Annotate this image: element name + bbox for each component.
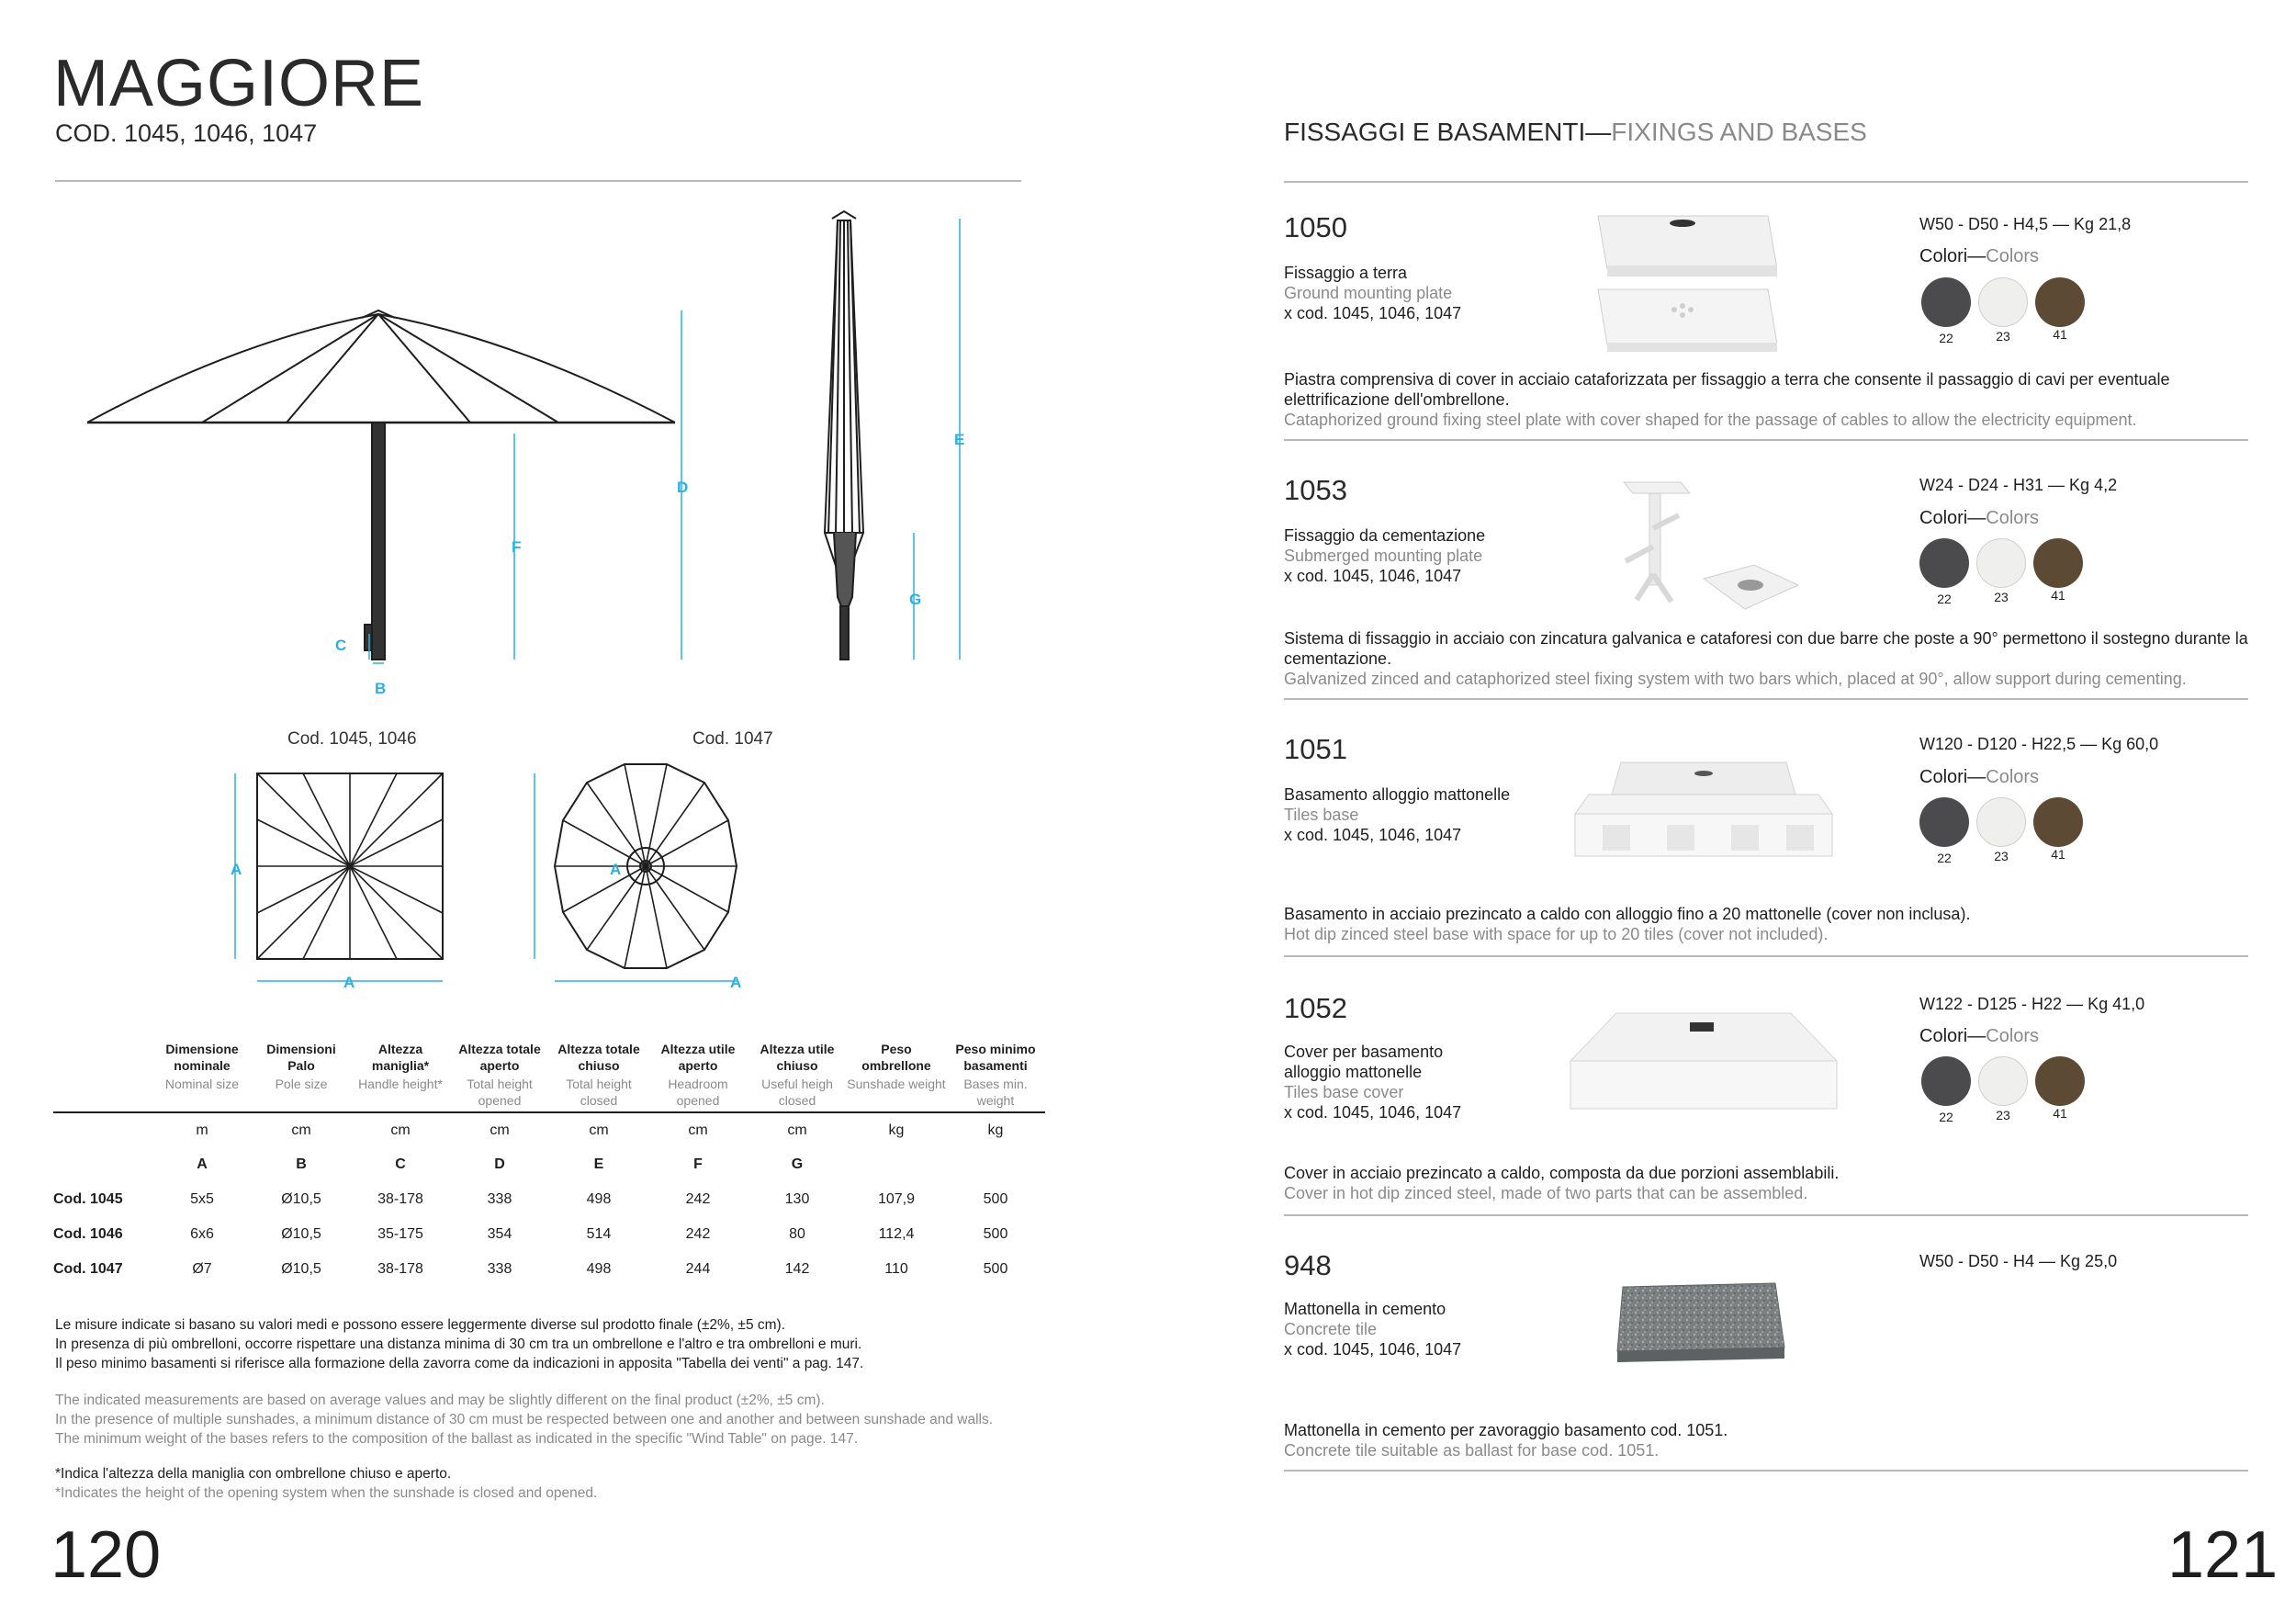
- dimension-label-a: A: [730, 974, 742, 991]
- color-swatch-22[interactable]: [1921, 1056, 1971, 1106]
- swatch-number: 41: [2053, 1106, 2067, 1121]
- product-image-tiles-base-cover: [1561, 1006, 1846, 1116]
- umbrella-side-drawings: [55, 202, 1029, 716]
- swatch-number: 22: [1937, 851, 1952, 865]
- product-image-ground-plate: [1593, 197, 1777, 372]
- dimension-label-g: G: [909, 591, 922, 608]
- column-header: Dimensioni Palo Pole size: [266, 1042, 336, 1091]
- color-swatch-41[interactable]: [2033, 538, 2083, 588]
- color-swatch-41[interactable]: [2035, 1056, 2085, 1106]
- product-description: Piastra comprensiva di cover in acciaio cataforizzata per fissaggio a terra che consente il passaggio di cavi per eventuale elettrificazione dell'ombrellone. Cataphorized ground fixing steel plate with cover shaped for the passage of cables to allow the electricity equipment.: [1284, 370, 2170, 429]
- color-swatch-23[interactable]: [1976, 797, 2026, 847]
- swatch-number: 41: [2051, 588, 2065, 603]
- column-header: Dimensione nominale Nominal size: [164, 1042, 240, 1091]
- section-divider: [1284, 181, 2248, 183]
- dimension-label-a: A: [231, 861, 242, 878]
- page-number-left: 120: [51, 1518, 162, 1592]
- page-title: MAGGIORE: [53, 47, 425, 120]
- dimension-label-e: E: [954, 431, 965, 448]
- swatch-number: 22: [1939, 1110, 1953, 1124]
- product-description: Cover in acciaio prezincato a caldo, composta da due porzioni assemblabili. Cover in hot dip zinced steel, made of two parts that can be assembled.: [1284, 1164, 1840, 1202]
- swatch-number: 23: [1994, 849, 2009, 863]
- swatch-number: 22: [1937, 592, 1952, 606]
- color-swatch-22[interactable]: [1921, 277, 1971, 327]
- product-description: Mattonella in cemento per zavoraggio basamento cod. 1051. Concrete tile suitable as ballast for base cod. 1051.: [1284, 1421, 1728, 1460]
- swatch-number: 23: [1996, 329, 2010, 344]
- product-code: 1051: [1284, 733, 1347, 765]
- column-header: Altezza utile aperto Headroom opened: [660, 1042, 736, 1108]
- dimension-label-b: B: [375, 680, 387, 697]
- product-code: 1050: [1284, 211, 1347, 243]
- product-image-submerged-plate: [1616, 473, 1800, 620]
- column-header: Altezza utile chiuso Useful heigh closed: [760, 1042, 835, 1108]
- dimension-label-d: D: [677, 479, 689, 496]
- color-swatch-23[interactable]: [1978, 277, 2028, 327]
- product-code: 948: [1284, 1249, 1332, 1281]
- dimension-label-f: F: [512, 538, 522, 556]
- table-row: Cod. 1045 5x5 Ø10,5 38-178 338 498 242 130 107,9 500: [53, 1191, 1008, 1207]
- colors-label: Colori—Colors: [1919, 1026, 2040, 1046]
- column-header: Peso minimo basamenti Bases min. weight: [955, 1042, 1036, 1108]
- column-header: Altezza maniglia* Handle height*: [358, 1042, 443, 1091]
- footnote: *Indica l'altezza della maniglia con ombrellone chiuso e aperto. *Indicates the height of the opening system when the sunshade is closed and opened.: [55, 1466, 598, 1501]
- caption-round: Cod. 1047: [692, 729, 773, 749]
- dimension-label-a: A: [610, 861, 622, 878]
- product-description: Basamento in acciaio prezincato a caldo con alloggio fino a 20 mattonelle (cover non inclusa). Hot dip zinced steel base with space for up to 20 tiles (cover not included).: [1284, 905, 1971, 943]
- section-title: FISSAGGI E BASAMENTI—FIXINGS AND BASES: [1284, 118, 1867, 146]
- notes-english: The indicated measurements are based on average values and may be slightly different on the final product (±2%, ±5 cm). In the presence of multiple sunshades, a minimum distance of 30 cm must be respected between one and another and between sunshade and walls. The minimum weight of the bases refers to the composition of the ballast as indicated in the specific "Wind Table" on page. 147.: [55, 1393, 994, 1447]
- column-header: Altezza totale aperto Total height opened: [458, 1042, 541, 1108]
- color-swatch-23[interactable]: [1976, 538, 2026, 588]
- specifications-table: [53, 1041, 1045, 1287]
- swatch-number: 41: [2053, 327, 2067, 342]
- product-codes: COD. 1045, 1046, 1047: [55, 119, 318, 147]
- table-row: Cod. 1046 6x6 Ø10,5 35-175 354 514 242 80 112,4 500: [53, 1226, 1008, 1242]
- product-name: Cover per basamento alloggio mattonelle Tiles base cover x cod. 1045, 1046, 1047: [1284, 1043, 1462, 1122]
- colors-label: Colori—Colors: [1919, 508, 2040, 528]
- table-header-row: [53, 1041, 1045, 1112]
- product-dimensions: W120 - D120 - H22,5 — Kg 60,0: [1919, 735, 2159, 753]
- product-divider: [1284, 955, 2248, 957]
- product-image-concrete-tile: [1612, 1281, 1795, 1364]
- swatch-number: 41: [2051, 847, 2065, 862]
- product-dimensions: W50 - D50 - H4 — Kg 25,0: [1919, 1252, 2118, 1270]
- product-name: Fissaggio a terra Ground mounting plate x cod. 1045, 1046, 1047: [1284, 264, 1462, 322]
- table-row: Cod. 1047 Ø7 Ø10,5 38-178 338 498 244 142 110 500: [53, 1261, 1008, 1277]
- colors-label: Colori—Colors: [1919, 767, 2040, 787]
- color-swatch-41[interactable]: [2035, 277, 2085, 327]
- product-divider: [1284, 698, 2248, 700]
- product-description: Sistema di fissaggio in acciaio con zincatura galvanica e cataforesi con due barre che poste a 90° permettono il sostegno durante la cementazione. Galvanized zinced and cataphorized steel fixing system with two bars which, placed at 90°, allow support during cementing.: [1284, 629, 2248, 688]
- column-header: Altezza totale chiuso Total height closed: [557, 1042, 640, 1108]
- dimension-label-c: C: [335, 637, 347, 654]
- swatch-number: 23: [1994, 590, 2009, 604]
- product-name: Basamento alloggio mattonelle Tiles base x cod. 1045, 1046, 1047: [1284, 785, 1511, 844]
- product-divider: [1284, 1214, 2248, 1216]
- product-name: Fissaggio da cementazione Submerged mounting plate x cod. 1045, 1046, 1047: [1284, 526, 1486, 585]
- product-image-tiles-base: [1566, 753, 1841, 863]
- product-code: 1053: [1284, 474, 1347, 506]
- color-swatch-23[interactable]: [1978, 1056, 2028, 1106]
- notes-italian: Le misure indicate si basano su valori medi e possono essere leggermente diverse sul prodotto finale (±2%, ±5 cm). In presenza di più ombrelloni, occorre rispettare una distanza minima di 30 cm tra un ombrellone e l'altro e tra ombrelloni e muri. Il peso minimo basamenti si riferisce alla formazione della zavorra come da indicazioni in apposita "Tabella dei venti" a pag. 147.: [55, 1317, 864, 1371]
- product-dimensions: W122 - D125 - H22 — Kg 41,0: [1919, 995, 2145, 1013]
- product-name: Mattonella in cemento Concrete tile x cod. 1045, 1046, 1047: [1284, 1300, 1462, 1359]
- column-header: Peso ombrellone Sunshade weight: [847, 1042, 946, 1091]
- plan-view-drawings: [220, 762, 863, 992]
- page-number-right: 121: [2167, 1518, 2279, 1592]
- colors-label: Colori—Colors: [1919, 246, 2040, 266]
- dimension-label-a: A: [343, 974, 355, 991]
- product-code: 1052: [1284, 992, 1347, 1024]
- product-divider: [1284, 1470, 2248, 1472]
- color-swatch-22[interactable]: [1919, 797, 1969, 847]
- open-canopy-outline: [87, 314, 675, 423]
- swatch-number: 22: [1939, 331, 1953, 345]
- swatch-number: 23: [1996, 1108, 2010, 1122]
- color-swatch-41[interactable]: [2033, 797, 2083, 847]
- product-dimensions: W50 - D50 - H4,5 — Kg 21,8: [1919, 215, 2132, 233]
- caption-square: Cod. 1045, 1046: [287, 729, 417, 749]
- open-pole: [372, 423, 385, 660]
- letters-row: A B C D E F G: [197, 1156, 804, 1172]
- color-swatch-22[interactable]: [1919, 538, 1969, 588]
- product-divider: [1284, 439, 2248, 441]
- title-divider: [55, 180, 1021, 182]
- closed-pole: [840, 606, 849, 660]
- units-row: m cm cm cm cm cm cm kg kg: [53, 1112, 1045, 1147]
- product-dimensions: W24 - D24 - H31 — Kg 4,2: [1919, 476, 2118, 494]
